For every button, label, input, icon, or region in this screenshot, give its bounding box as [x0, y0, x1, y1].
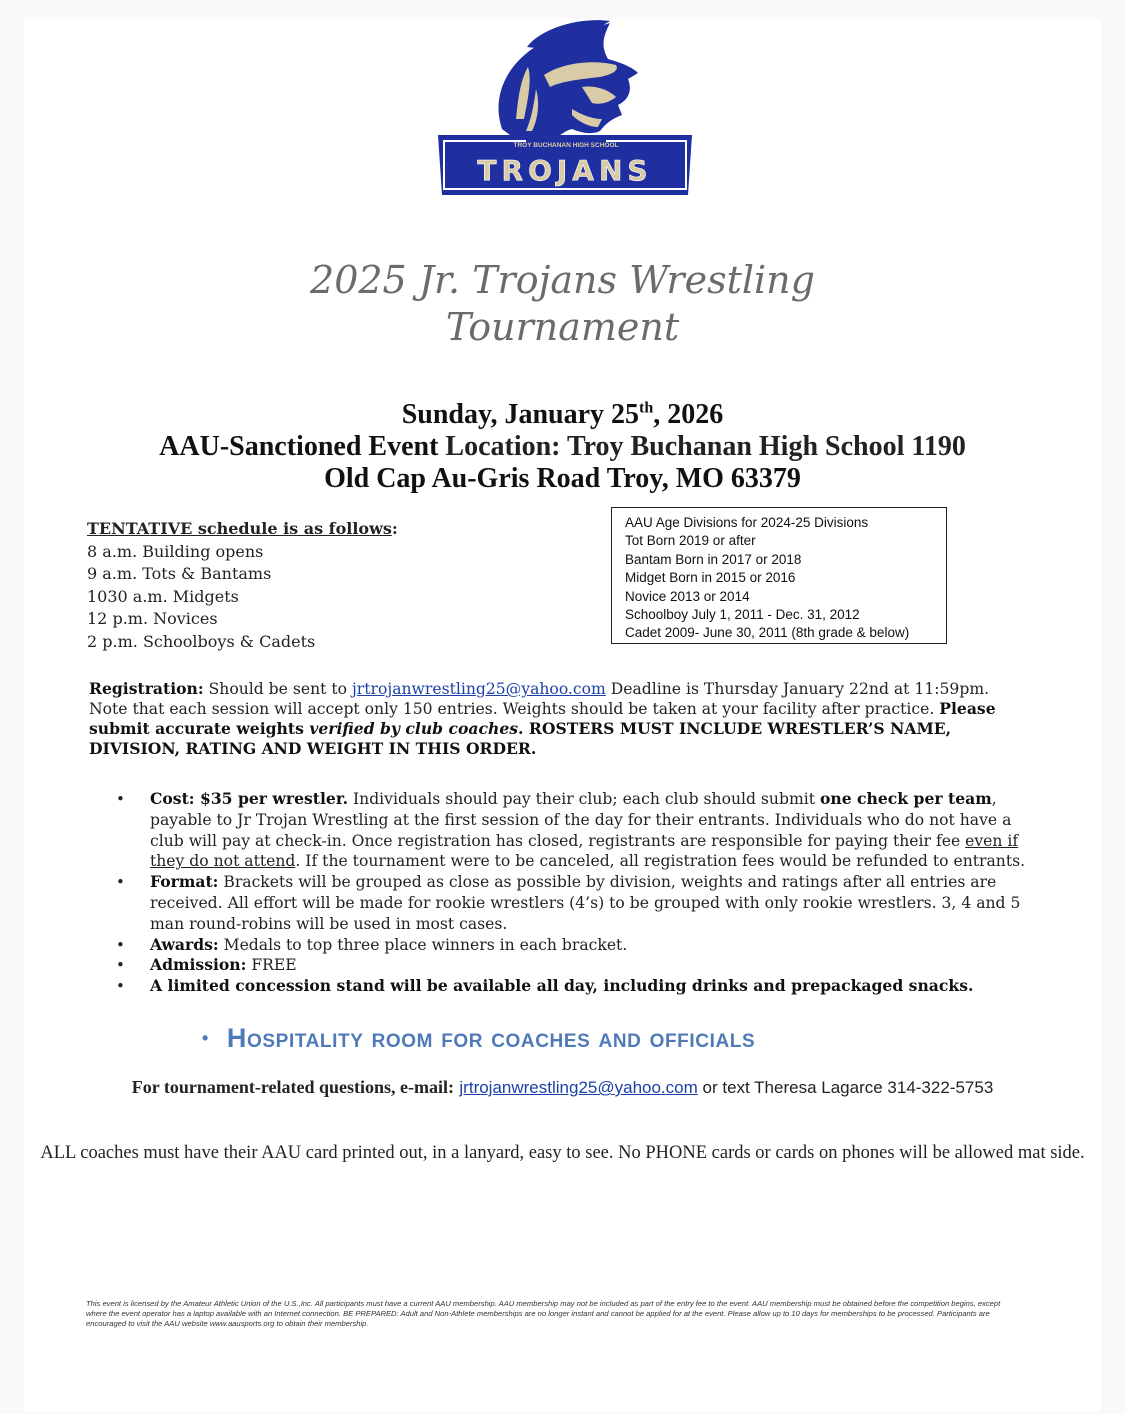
- details-list: [116, 789, 1046, 997]
- contact-text: or text Theresa Lagarce 314-322-5753: [697, 1078, 994, 1097]
- bullet-icon: •: [116, 873, 125, 892]
- registration-paragraph: Registration: Should be sent to jrtrojanwrestling25@yahoo.com Deadline is Thursday January 22nd at 11:59pm. Note that each session will accept only 150 entries. Weights should be taken at your facility after practice. Please submit accurate weights verified by club coaches. ROSTERS MUST INCLUDE WRESTLER’S NAME, DIVISION, RATING AND WEIGHT IN THIS ORDER.: [89, 679, 996, 758]
- event-location-line-1: AAU-Sanctioned Event Location: Troy Buchanan High School 1190: [159, 431, 966, 462]
- division-item: Cadet 2009- June 30, 2011 (8th grade & below): [625, 625, 910, 641]
- contact-info: [24, 1077, 1101, 1099]
- sanctioned-label: AAU-Sanctioned Event: [159, 431, 439, 462]
- schedule-item: 8 a.m. Building opens: [87, 541, 264, 561]
- contact-label: For tournament-related questions, e-mail:: [131, 1077, 454, 1097]
- title-line-2: Tournament: [445, 305, 680, 349]
- schedule-item: 1030 a.m. Midgets: [87, 586, 239, 606]
- schedule-item: 12 p.m. Novices: [87, 609, 218, 628]
- page-title: [24, 257, 1101, 351]
- logo-school-name: TROY BUCHANAN HIGH SCHOOL: [513, 142, 619, 149]
- registration-email-link[interactable]: jrtrojanwrestling25@yahoo.com: [351, 680, 606, 698]
- event-location-line-2: Old Cap Au-Gris Road Troy, MO 63379: [324, 463, 801, 494]
- age-divisions-box: [611, 507, 947, 644]
- title-line-1: 2025 Jr. Trojans Wrestling: [310, 258, 815, 302]
- divisions-heading: AAU Age Divisions for 2024-25 Divisions: [625, 515, 869, 530]
- hospitality-notice: • Hospitality room for coaches and officials: [202, 1023, 756, 1053]
- schedule: [87, 518, 587, 653]
- bullet-icon: •: [116, 790, 125, 808]
- event-date: Sunday, January 25th, 2026: [401, 399, 724, 430]
- division-item: Novice 2013 or 2014: [625, 588, 750, 604]
- aau-fineprint: This event is licensed by the Amateur Athletic Union of the U.S.,Inc. All participants must have a current AAU membership. AAU membership may not be included as part of the entry fee to the event. AAU membership must be obtained before the competition begins, except where the event operator has a laptop available with an Internet connection. BE PREPARED: Adult and Non-Athlete memberships are no longer instant and cannot be applied for at the event. Please allow up to 10 days for memberships to be processed. Participants are encouraged to visit the AAU website www.aausports.org to obtain their membership.: [86, 1299, 1001, 1328]
- list-item-cost: • Cost: $35 per wrestler. Individuals should pay their club; each club should submit one check per team, payable to Jr Trojan Wrestling at the first session of the day for their entrants. Individuals who do not have a club will pay at check-in. Once registration has closed, registrants are responsible for paying their fee even if they do not attend. If the tournament were to be canceled, all registration fees would be refunded to entrants.: [116, 789, 1026, 871]
- logo-trojans-text: TROJANS: [477, 154, 653, 187]
- list-item-format: • Format: Brackets will be grouped as close as possible by division, weights and ratings after all entries are received. All effort will be made for rookie wrestlers (4’s) to be grouped with only rookie wrestlers. 3, 4 and 5 man round-robins will be used in most cases.: [116, 872, 1021, 933]
- trojans-logo: [432, 19, 698, 199]
- division-item: Schoolboy July 1, 2011 - Dec. 31, 2012: [625, 607, 860, 623]
- aau-card-notice: ALL coaches must have their AAU card printed out, in a lanyard, easy to see. No PHONE cards or cards on phones will be allowed mat side.: [40, 1143, 1085, 1163]
- bullet-icon: •: [116, 956, 125, 975]
- list-item-concession: • A limited concession stand will be available all day, including drinks and prepackaged snacks.: [116, 976, 974, 996]
- flyer-page: [24, 19, 1101, 1411]
- schedule-item: 2 p.m. Schoolboys & Cadets: [87, 631, 316, 651]
- bullet-icon: •: [116, 935, 125, 954]
- trojan-head-icon: [499, 23, 638, 141]
- division-item: Bantam Born in 2017 or 2018: [625, 551, 802, 567]
- bullet-icon: •: [202, 1028, 209, 1048]
- division-item: Midget Born in 2015 or 2016: [625, 570, 796, 586]
- event-header: [24, 399, 1101, 495]
- schedule-heading: TENTATIVE schedule is as follows:: [87, 519, 398, 538]
- bullet-icon: •: [116, 977, 125, 996]
- list-item-admission: • Admission: FREE: [116, 955, 297, 975]
- contact-email-link[interactable]: jrtrojanwrestling25@yahoo.com: [459, 1078, 698, 1097]
- schedule-item: 9 a.m. Tots & Bantams: [87, 564, 272, 583]
- list-item-awards: • Awards: Medals to top three place winners in each bracket.: [116, 934, 628, 954]
- registration-label: Registration:: [89, 679, 204, 698]
- division-item: Tot Born 2019 or after: [625, 533, 756, 549]
